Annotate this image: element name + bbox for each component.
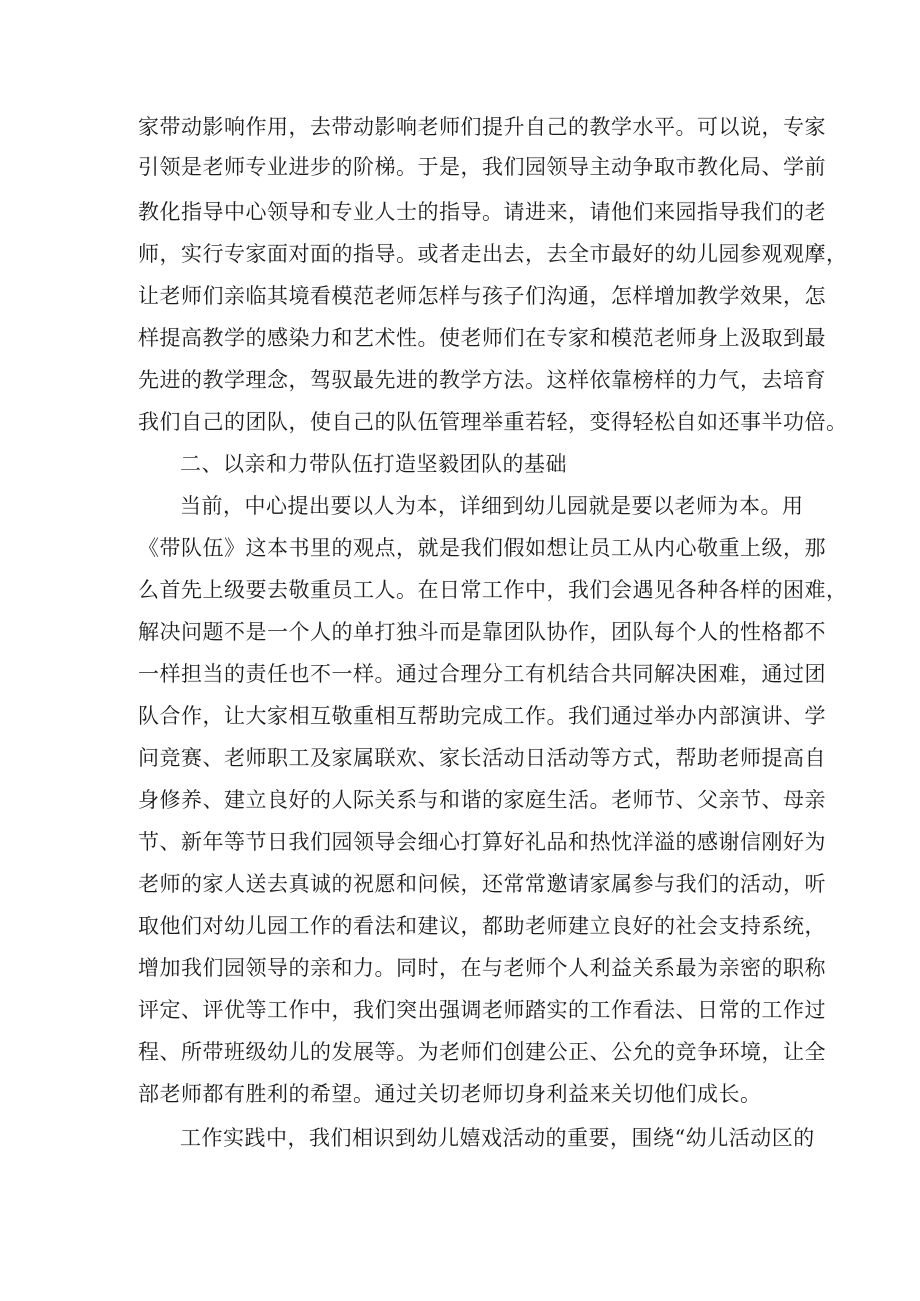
paragraph-line: 评定、评优等工作中，我们突出强调老师踏实的工作看法、日常的工作过 [138, 998, 826, 1022]
paragraph-line: 一样担当的责任也不一样。通过合理分工有机结合共同解决困难，通过团 [138, 662, 826, 686]
paragraph-line: 我们自己的团队，使自己的队伍管理举重若轻，变得轻松自如还事半功倍。 [138, 410, 848, 434]
paragraph-line: 解决问题不是一个人的单打独斗而是靠团队协作，团队每个人的性格都不 [138, 620, 826, 644]
paragraph-line: 增加我们园领导的亲和力。同时，在与老师个人利益关系最为亲密的职称 [138, 956, 826, 980]
paragraph-line: 师，实行专家面对面的指导。或者走出去，去全市最好的幼儿园参观观摩， [138, 242, 848, 266]
paragraph-line: 么首先上级要去敬重员工人。在日常工作中，我们会遇见各种各样的困难， [138, 578, 848, 602]
paragraph-line: 身修养、建立良好的人际关系与和谐的家庭生活。老师节、父亲节、母亲 [138, 788, 826, 812]
paragraph-line: 工作实践中，我们相识到幼儿嬉戏活动的重要，围绕“幼儿活动区的 [180, 1126, 815, 1150]
paragraph-line: 部老师都有胜利的希望。通过关切老师切身利益来关切他们成长。 [138, 1082, 762, 1106]
paragraph-line: 引领是老师专业进步的阶梯。于是，我们园领导主动争取市教化局、学前 [138, 155, 826, 179]
paragraph-line: 取他们对幼儿园工作的看法和建议，都助老师建立良好的社会支持系统， [138, 914, 826, 938]
paragraph-line: 家带动影响作用，去带动影响老师们提升自己的教学水平。可以说，专家 [138, 115, 826, 139]
paragraph-line: 先进的教学理念，驾驭最先进的教学方法。这样依靠榜样的力气，去培育 [138, 368, 826, 392]
paragraph-line: 样提高教学的感染力和艺术性。使老师们在专家和模范老师身上汲取到最 [138, 326, 826, 350]
section-heading: 二、以亲和力带队伍打造坚毅团队的基础 [180, 452, 567, 476]
paragraph-line: 让老师们亲临其境看模范老师怎样与孩子们沟通，怎样增加教学效果，怎 [138, 284, 826, 308]
paragraph-line: 老师的家人送去真诚的祝愿和问候，还常常邀请家属参与我们的活动，听 [138, 872, 826, 896]
paragraph-line: 程、所带班级幼儿的发展等。为老师们创建公正、公允的竞争环境，让全 [138, 1040, 826, 1064]
paragraph-line: 队合作，让大家相互敬重相互帮助完成工作。我们通过举办内部演讲、学 [138, 704, 826, 728]
paragraph-line: 问竞赛、老师职工及家属联欢、家长活动日活动等方式，帮助老师提高自 [138, 746, 826, 770]
paragraph-line: 当前，中心提出要以人为本，详细到幼儿园就是要以老师为本。用 [180, 494, 804, 518]
paragraph-line: 《带队伍》这本书里的观点，就是我们假如想让员工从内心敬重上级，那 [138, 536, 826, 560]
paragraph-line: 教化指导中心领导和专业人士的指导。请进来，请他们来园指导我们的老 [138, 200, 826, 224]
paragraph-line: 节、新年等节日我们园领导会细心打算好礼品和热忱洋溢的感谢信刚好为 [138, 830, 826, 854]
